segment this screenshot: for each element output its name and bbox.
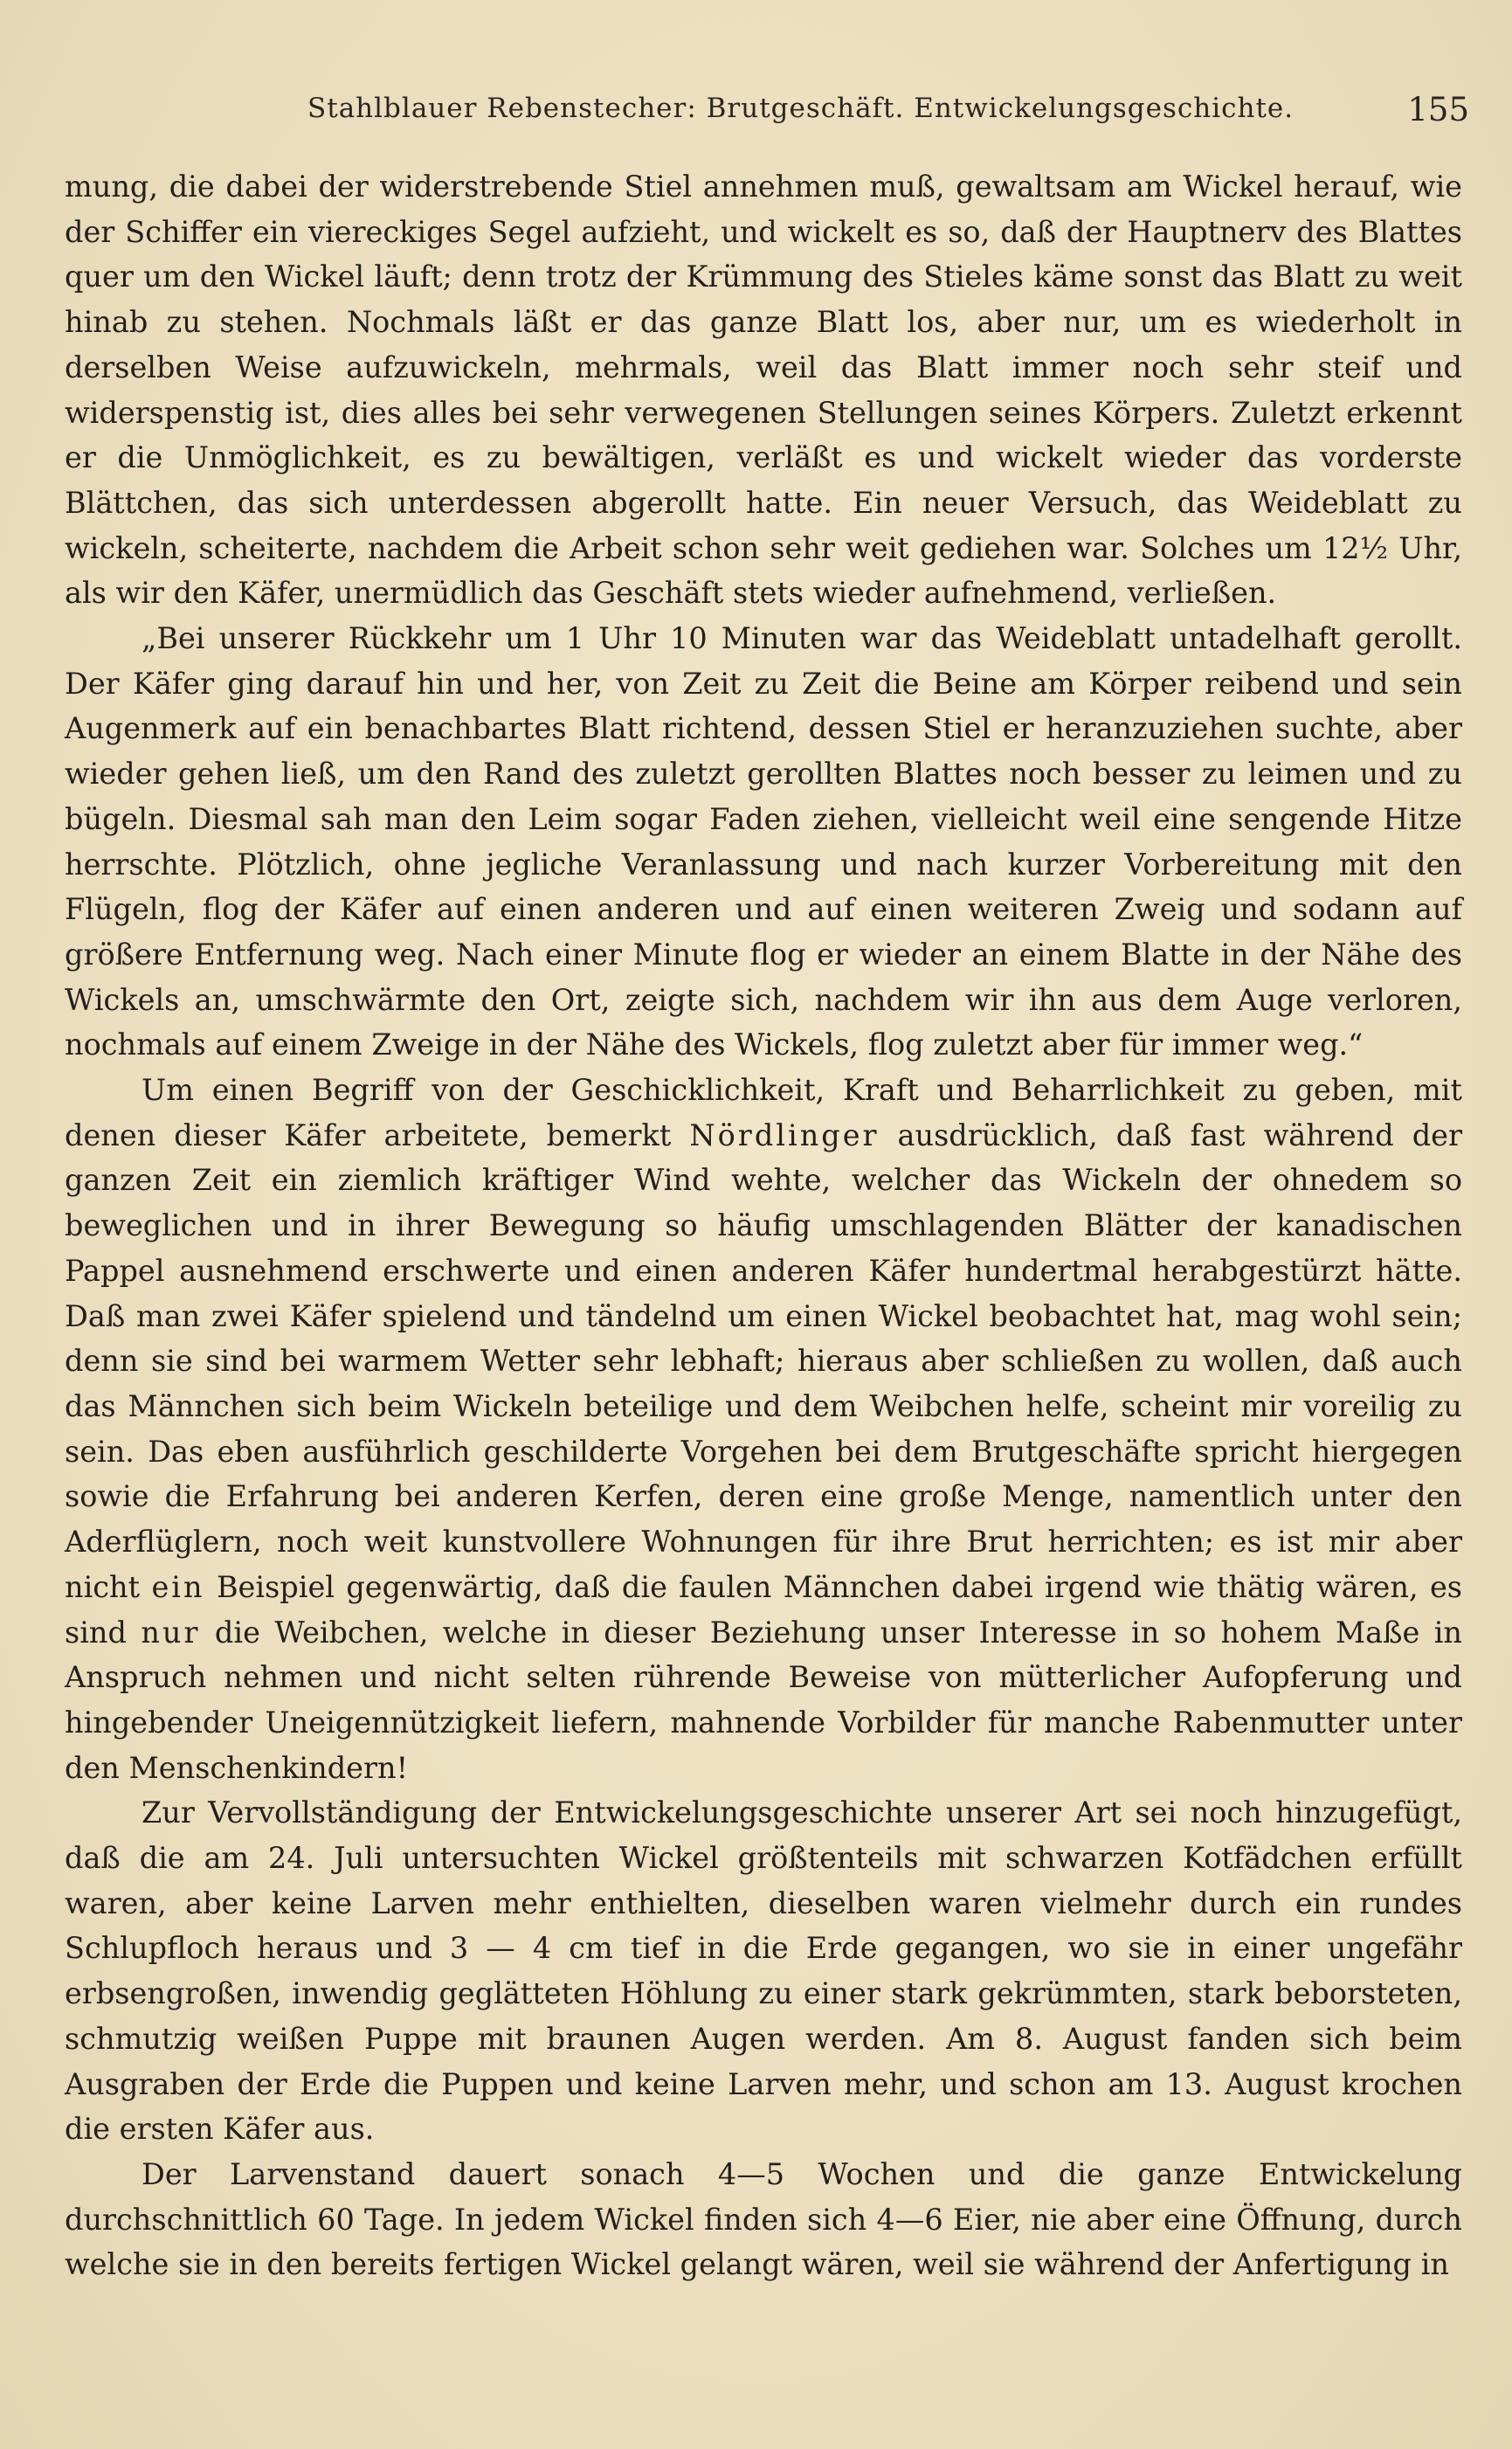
- emphasis: ein: [151, 1569, 205, 1604]
- page-number: 155: [1407, 91, 1469, 128]
- emphasis: nur: [141, 1615, 201, 1650]
- paragraph: Der Larvenstand dauert sonach 4—5 Wochen und die ganze Entwickelung durchschnittlich 60 Tage. In jedem Wickel finden sich 4—6 Eier, nie aber eine Öffnung, durch welche sie in den bereits fertigen Wickel gelangt wären, weil sie während der Anfertigung in: [65, 2156, 1462, 2282]
- paragraph-text: die Weibchen, welche in dieser Beziehung unser Interesse in so hohem Maße in Anspruch nehmen und nicht selten rührende Beweise von mütterlicher Aufopferung und hingebender Uneigennützigkeit liefern, mahnende Vorbilder für manche Rabenmutter unter den Menschenkindern!: [65, 1615, 1463, 1785]
- paragraph: „Bei unserer Rückkehr um 1 Uhr 10 Minuten war das Weideblatt untadelhaft gerollt. Der Käfer ging darauf hin und her, von Zeit zu Zeit die Beine am Körper reibend und sein Augenmerk auf ein benachbartes Blatt richtend, dessen Stiel er heranzuziehen suchte, aber wieder gehen ließ, um den Rand des zuletzt gerollten Blattes noch besser zu leimen und zu bügeln. Diesmal sah man den Leim sogar Faden ziehen, vielleicht weil eine sengende Hitze herrschte. Plötzlich, ohne jegliche Veranlassung und nach kurzer Vorbereitung mit den Flügeln, flog der Käfer auf einen anderen und auf einen weiteren Zweig und sodann auf größere Entfernung weg. Nach einer Minute flog er wieder an einem Blatte in der Nähe des Wickels an, umschwärmte den Ort, zeigte sich, nachdem wir ihn aus dem Auge verloren, nochmals auf einem Zweige in der Nähe des Wickels, flog zuletzt aber für immer weg.“: [65, 621, 1462, 1062]
- author-name: Nördlinger: [689, 1117, 880, 1152]
- paragraph: mung, die dabei der widerstrebende Stiel annehmen muß, gewaltsam am Wickel herauf, wie der Schiffer ein viereckiges Segel aufzieht, und wickelt es so, daß der Hauptnerv des Blattes quer um den Wickel läuft; denn trotz der Krümmung des Stieles käme sonst das Blatt zu weit hinab zu stehen. Nochmals läßt er das ganze Blatt los, aber nur, um es wiederholt in derselben Weise aufzuwickeln, mehrmals, weil das Blatt immer noch sehr steif und widerspenstig ist, dies alles bei sehr verwegenen Stellungen seines Körpers. Zuletzt erkennt er die Unmöglichkeit, es zu bewältigen, verläßt es und wickelt wieder das vorderste Blättchen, das sich unterdessen abgerollt hatte. Ein neuer Versuch, das Weideblatt zu wickeln, scheiterte, nachdem die Arbeit schon sehr weit gediehen war. Solches um 12½ Uhr, als wir den Käfer, unermüdlich das Geschäft stets wieder aufnehmend, verließen.: [65, 169, 1462, 611]
- running-title: Stahlblauer Rebenstecher: Brutgeschäft. Entwickelungsgeschichte.: [307, 93, 1295, 124]
- body-text: [65, 164, 1462, 2287]
- paragraph-text: ausdrücklich, daß fast während der ganzen Zeit ein ziemlich kräftiger Wind wehte, welcher das Wickeln der ohnedem so beweglichen und in ihrer Bewegung so häufig umschlagenden Blätter der kanadischen Pappel ausnehmend erschwerte und einen anderen Käfer hundertmal herabgestürzt hätte. Daß man zwei Käfer spielend und tändelnd um einen Wickel beobachtet hat, mag wohl sein; denn sie sind bei warmem Wetter sehr lebhaft; hieraus aber schließen zu wollen, daß auch das Männchen sich beim Wickeln beteilige und dem Weibchen helfe, scheint mir voreilig zu sein. Das eben ausführlich geschilderte Vorgehen bei dem Brutgeschäfte spricht hiergegen sowie die Erfahrung bei anderen Kerfen, deren eine große Menge, namentlich unter den Aderflüglern, noch weit kunstvollere Wohnungen für ihre Brut herrichten; es ist mir aber nicht: [65, 1117, 1462, 1604]
- paragraph-text: Beispiel gegenwärtig, daß die faulen Männchen dabei irgend wie thätig wären, es sind: [65, 1569, 1462, 1650]
- paragraph: [65, 1068, 1462, 1790]
- paragraph: Zur Vervollständigung der Entwickelungsgeschichte unserer Art sei noch hinzugefügt, daß die am 24. Juli untersuchten Wickel größtenteils mit schwarzen Kotfädchen erfüllt waren, aber keine Larven mehr enthielten, dieselben waren vielmehr durch ein rundes Schlupfloch heraus und 3 — 4 cm tief in die Erde gegangen, wo sie in einer ungefähr erbsengroßen, inwendig geglätteten Höhlung zu einer stark gekrümmten, stark beborsteten, schmutzig weißen Puppe mit braunen Augen werden. Am 8. August fanden sich beim Ausgraben der Erde die Puppen und keine Larven mehr, und schon am 13. August krochen die ersten Käfer aus.: [65, 1795, 1462, 2147]
- paragraph-text: Um einen Begriff von der Geschicklichkeit, Kraft und Beharrlichkeit zu geben, mit denen dieser Käfer arbeitete, bemerkt: [65, 1073, 1462, 1152]
- running-header: [307, 87, 1478, 140]
